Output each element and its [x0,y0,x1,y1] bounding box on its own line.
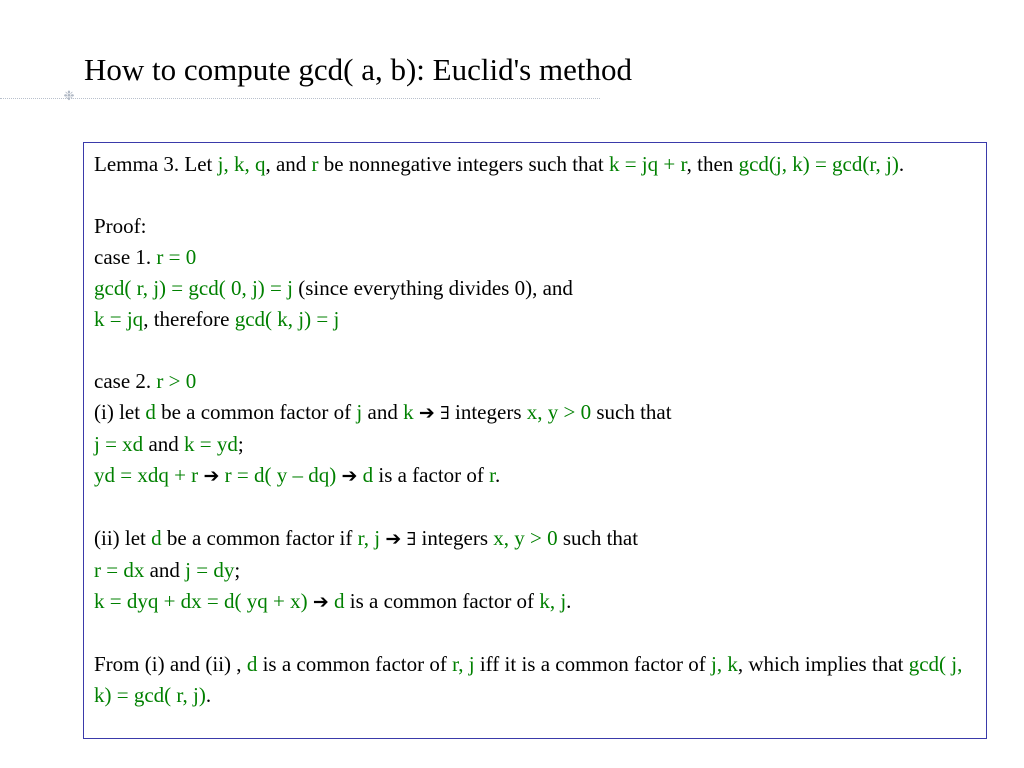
proof-text: and [144,558,186,582]
math-expression: gcd( k, j) = j [234,307,340,331]
math-expression: x, y > 0 [526,400,592,424]
math-expression: r = dx [94,558,145,582]
math-var: d [246,652,258,676]
math-var: k [403,400,414,424]
math-expression: r = d( y – dq) [224,463,337,487]
proof-text: such that [591,400,672,424]
math-expression: j = xd [94,432,144,456]
proof-text: integers [449,400,527,424]
proof-text: is a common factor of [344,589,540,613]
math-expression: j = dy [185,558,235,582]
lemma-text: . [898,152,905,176]
lemma-equation: k = jq + r [608,152,687,176]
proof-text: and [143,432,185,456]
lemma-text: Lemma 3. Let [94,152,218,176]
math-expression: gcd( r, j) = gcd( 0, j) = j [94,276,293,300]
math-var: d [362,463,374,487]
blank-line [94,180,976,211]
proof-text: . [205,683,212,707]
proof-text: ; [237,432,244,456]
proof-text: . [495,463,501,487]
math-var: d [334,589,345,613]
math-var: r, j [452,652,475,676]
case2-heading [94,366,976,397]
lemma-conclusion: gcd(j, k) = gcd(r, j) [738,152,899,176]
case1-line-3 [94,304,976,335]
proof-text: ; [234,558,241,582]
proof-text: is a factor of [373,463,490,487]
math-expression: x, y > 0 [493,526,558,550]
lemma-text: , and [265,152,312,176]
math-var: j [356,400,363,424]
implies-arrow-icon: ➔ [203,465,220,487]
proof-text: (i) let [94,400,146,424]
lemma-vars: j, k, q [217,152,266,176]
implies-arrow-icon: ➔ [312,591,329,613]
lemma-content-box [83,142,987,739]
math-var: d [145,400,156,424]
title-divider [0,98,600,100]
lemma-text: , then [686,152,739,176]
conclusion-paragraph [94,649,976,711]
case2-i-line-2 [94,429,976,460]
exists-symbol-icon: ∃ [406,529,417,550]
proof-text: iff it is a common factor of [474,652,711,676]
proof-text: integers [416,526,494,550]
proof-text: (ii) let [94,526,152,550]
case1-line-2 [94,273,976,304]
lemma-text: be nonnegative integers such that [318,152,609,176]
proof-text: and [362,400,404,424]
math-expression: k = dyq + dx = d( yq + x) [94,589,308,613]
blank-line [94,335,976,366]
lemma-statement [94,149,976,180]
case-condition: r = 0 [156,245,197,269]
proof-text: , therefore [143,307,235,331]
math-expression: gcd( j, k) = gcd( r, j) [94,652,963,707]
slide-title: How to compute gcd( a, b): Euclid's method [84,52,632,87]
proof-text: , which implies that [737,652,909,676]
proof-text: . [566,589,572,613]
case-label: case 1. [94,245,157,269]
divider-ornament-icon: ❉ [63,89,75,104]
case-label: case 2. [94,369,157,393]
case2-i-line-1 [94,397,976,429]
case2-ii-line-3 [94,586,976,618]
case2-i-line-3 [94,460,976,492]
proof-text: From (i) and (ii) , [94,652,247,676]
case2-ii-line-2 [94,555,976,586]
exists-symbol-icon: ∃ [440,403,450,424]
math-expression: k = jq [94,307,144,331]
proof-text: is a common factor of [257,652,453,676]
math-var: r, j [357,526,381,550]
blank-line [94,618,976,649]
math-expression: yd = xdq + r [94,463,199,487]
math-var: j, k [710,652,738,676]
case-condition: r > 0 [156,369,197,393]
implies-arrow-icon: ➔ [418,402,435,424]
proof-text: be a common factor if [161,526,358,550]
math-var: k, j [539,589,567,613]
case2-ii-line-1 [94,523,976,555]
math-var: r [489,463,495,487]
lemma-var-r: r [311,152,319,176]
math-var: d [151,526,162,550]
proof-text: such that [557,526,639,550]
math-expression: k = yd [184,432,238,456]
proof-label: Proof: [94,214,147,238]
case1-heading [94,242,976,273]
implies-arrow-icon: ➔ [385,528,402,550]
proof-text: (since everything divides 0), and [292,276,573,300]
implies-arrow-icon: ➔ [341,465,358,487]
blank-line [94,492,976,523]
proof-text: be a common factor of [155,400,357,424]
